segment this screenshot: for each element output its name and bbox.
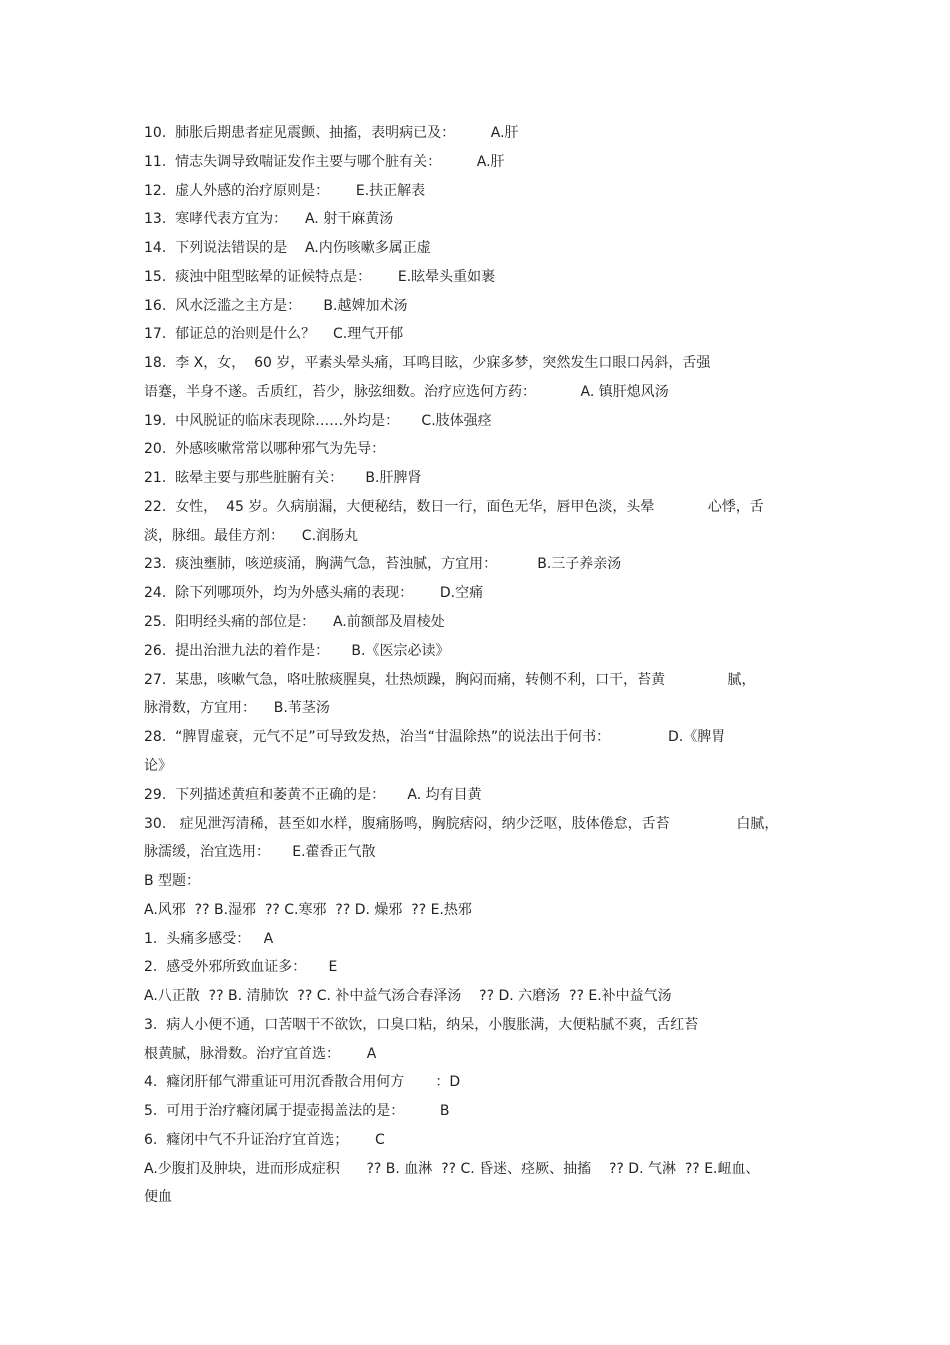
question-17: 17. 郁证总的治则是什么？ C.理气开郁 [144, 326, 404, 342]
b-question-3: 3. 病人小便不通，口苦咽干不欲饮，口臭口粘，纳呆，小腹胀满，大便粘腻不爽，舌红苔 [144, 1017, 699, 1033]
question-10: 10. 肺胀后期患者症见震颤、抽搐，表明病已及： A.肝 [144, 125, 519, 141]
question-27: 27. 某患，咳嗽气急，咯吐脓痰腥臭，壮热烦躁，胸闷而痛，转侧不利，口干，苔黄 腻， [144, 672, 756, 688]
question-30: 30. 症见泄泻清稀，甚至如水样，腹痛肠鸣，胸脘痞闷，纳少泛呕，肢体倦怠，舌苔 白腻， [144, 816, 779, 832]
b-question-2: 2. 感受外邪所致血证多： E [144, 959, 338, 975]
b-options-group-1: A.风邪 ?? B.湿邪 ?? C.寒邪 ?? D. 燥邪 ?? E.热邪 [144, 902, 472, 918]
question-26: 26. 提出治泄九法的着作是： B.《医宗必读》 [144, 643, 450, 659]
b-options-group-2: A.八正散 ?? B. 清肺饮 ?? C. 补中益气汤合春泽汤 ?? D. 六磨汤 ?? E.补中益气汤 [144, 988, 672, 1004]
b-question-1: 1. 头痛多感受： A [144, 931, 274, 947]
question-23: 23. 痰浊壅肺，咳逆痰涌，胸满气急，苔浊腻，方宜用： B.三子养亲汤 [144, 556, 622, 572]
question-19: 19. 中风脱证的临床表现除……外均是： C.肢体强痉 [144, 413, 492, 429]
question-13: 13. 寒哮代表方宜为： A. 射干麻黄汤 [144, 211, 394, 227]
b-question-4: 4. 癃闭肝郁气滞重证可用沉香散合用何方 ：D [144, 1074, 461, 1090]
b-question-5: 5. 可用于治疗癃闭属于提壶揭盖法的是： B [144, 1103, 450, 1119]
question-12: 12. 虚人外感的治疗原则是： E.扶正解表 [144, 183, 426, 199]
question-22-continued: 淡，脉细。最佳方剂： C.润肠丸 [144, 528, 359, 544]
question-30-continued: 脉濡缓，治宜选用： E.藿香正气散 [144, 844, 376, 860]
question-22: 22. 女性， 45 岁。久病崩漏，大便秘结，数日一行，面色无华，唇甲色淡，头晕 心悸，舌 [144, 499, 764, 515]
question-28-continued: 论》 [144, 758, 172, 774]
question-18: 18. 李 X，女， 60 岁，平素头晕头痛，耳鸣目眩，少寐多梦，突然发生口眼口呙斜，舌强 [144, 355, 711, 371]
question-25: 25. 阳明经头痛的部位是： A.前额部及眉棱处 [144, 614, 445, 630]
question-15: 15. 痰浊中阻型眩晕的证候特点是： E.眩晕头重如裹 [144, 269, 496, 285]
question-21: 21. 眩晕主要与那些脏腑有关： B.肝脾肾 [144, 470, 422, 486]
b-question-6: 6. 癃闭中气不升证治疗宜首选； C [144, 1132, 385, 1148]
question-24: 24. 除下列哪项外，均为外感头痛的表现： D.空痛 [144, 585, 484, 601]
b-options-group-3: A.少腹扪及肿块，进而形成症积 ?? B. 血淋 ?? C. 昏迷、痉厥、抽搐 ?? D. 气淋 ?? E.衄血、 [144, 1161, 760, 1177]
question-11: 11. 情志失调导致喘证发作主要与哪个脏有关： A.肝 [144, 154, 505, 170]
b-question-3-continued: 根黄腻，脉滑数。治疗宜首选： A [144, 1046, 377, 1062]
question-28: 28. “脾胃虚衰，元气不足”可导致发热，治当“甘温除热”的说法出于何书： D.《脾胃 [144, 729, 726, 745]
question-29: 29. 下列描述黄疸和萎黄不正确的是： A. 均有目黄 [144, 787, 482, 803]
question-18-continued: 语蹇，半身不遂。舌质红，苔少，脉弦细数。治疗应选何方药： A. 镇肝熄风汤 [144, 384, 669, 400]
question-14: 14. 下列说法错误的是 A.内伤咳嗽多属正虚 [144, 240, 431, 256]
question-20: 20. 外感咳嗽常常以哪种邪气为先导： [144, 441, 386, 457]
b-options-group-3-continued: 便血 [144, 1189, 172, 1205]
section-b-heading: B 型题： [144, 873, 201, 889]
question-16: 16. 风水泛滥之主方是： B.越婢加术汤 [144, 298, 408, 314]
question-27-continued: 脉滑数，方宜用： B.苇茎汤 [144, 700, 330, 716]
